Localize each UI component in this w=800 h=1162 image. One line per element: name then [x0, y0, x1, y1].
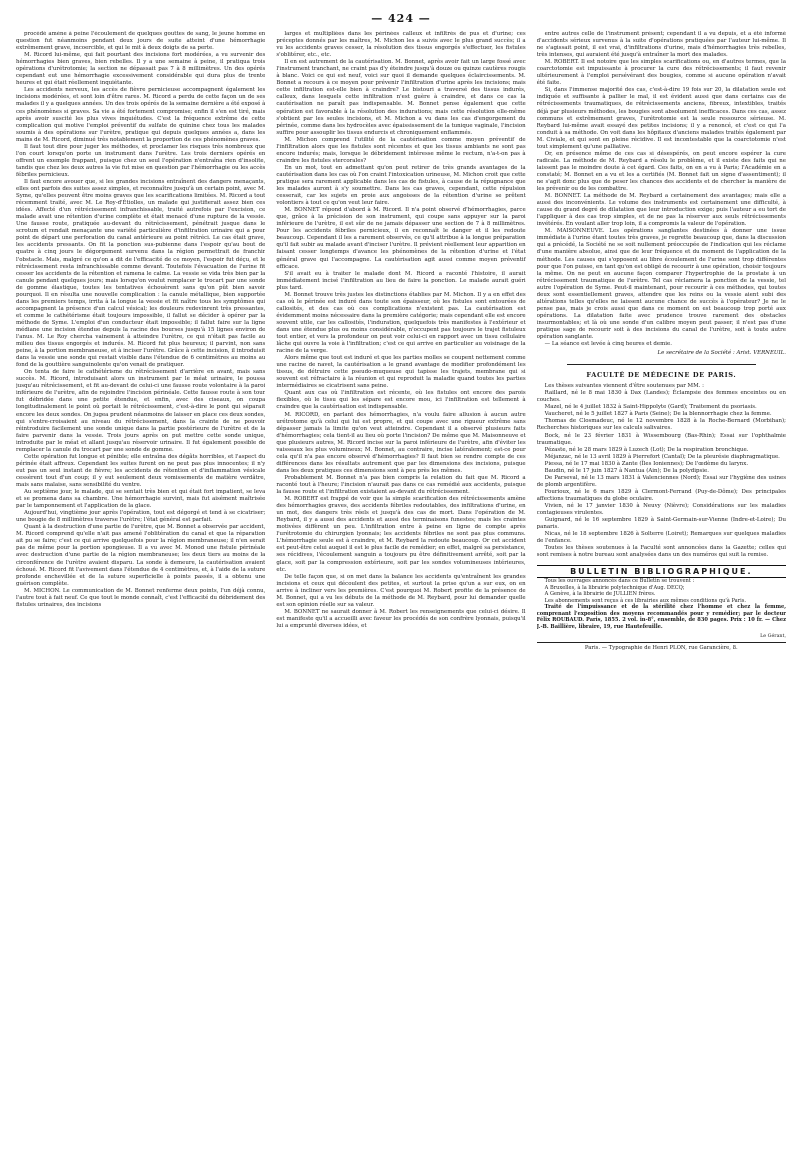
paragraph: M. Bonnet trouve très justes les distinctions établies par M. Michon. Il y a en effet des cas où le périnée est induré dans toute son épaisseur, où les fistules sont entourées de callosités, et des cas où ces complications n'existent pas. La cautérisation est évidemment moins nécessaire dans la première catégorie; mais cependant elle est encore souvent utile, car les callosités, l'induration, quelquefois très manifestes à l'extérieur et dans une étendue plus ou moins considérable, n'occupent pas toujours le trajet fistuleux tout entier, et vers la profondeur on peut voir celui-ci en rapport avec un tissu cellulaire lâche qui ouvre la voie à l'infiltration; c'est ce qui arrive en particulier au voisinage de la racine de la verge.: [276, 291, 526, 355]
thesis-entry: Guignard, né le 16 septembre 1829 à Saint-Germain-sur-Vienne (Indre-et-Loire); Du panaris.: [536, 517, 786, 531]
paragraph: S'il avait eu à traiter le malade dont M. Ricord a raconté l'histoire, il aurait immédiatement incisé l'infiltration au lieu de faire la ponction. Le malade aurait guéri plus tard.: [276, 270, 526, 291]
paragraph: Quant à la destruction d'une partie de l'urètre, que M. Bonnet a observée par accident, M. Ricord comprend qu'elle n'ait pas amené l'oblitération du canal et que la réparation ait pu se faire; c'est ce qui arrive quelquefois pour la région membraneuse; il n'en serait pas de même pour la portion spongieuse. Il a vu avec M. Monod une fistule périnéale avec destruction d'une partie de la région membraneuse; les deux tiers au moins de la circonférence de l'urètre avaient disparu. La sonde à demeure, la cautérisation avaient échoué. M. Ricord fit l'avivement dans l'étendue de 4 centimètres, et, à l'aide de la suture profonde enchevillée et de la suture superficielle à points passés, il a obtenu une guérison complète.: [16, 524, 266, 587]
thesis-entry: Bock, né le 23 février 1831 à Wissembourg (Bas-Rhin); Essai sur l'ophthalmie traumatique.: [536, 432, 786, 446]
paragraph: M. BONNET répond d'abord à M. Ricord. Il n'a point observé d'hémorrhagies, parce que, grâce à la précision de son instrument, qui coupe sans appuyer sur la paroi inférieure de l'urètre, il est sûr de ne jamais dépasser une section de 7 à 8 millimètres. Pour les accidents fébriles pernicieux, il en reconnaît le danger et il les redoute beaucoup. Cependant il les a rarement observés, ce qu'il attribue à la longue préparation qu'il fait subir au malade avant d'inciser l'urètre. Il prévient réellement leur apparition en faisant cesser longtemps d'avance les phénomènes de la rétention d'urine et l'état général grave qui l'accompagne. La cautérisation agit aussi comme moyen préventif efficace.: [276, 207, 526, 270]
paragraph: Alors même que tout est induré et que les parties molles se coupent nettement comme une racine de navet, la cautérisation a le grand avantage de modifier profondément les tissus, de détruire cette pseudo-muqueuse qui tapisse les trajets, membrane qui si souvent est réfractaire à la réunion et qui reproduit la maladie quand toutes les parties intermédiaires se cicatrisent sans peine.: [276, 355, 526, 390]
left-column: [16, 31, 265, 1159]
paragraph: Il faut encore avouer que, si les grandes incisions entraînent des dangers menaçants, elles ont parfois des suites assez simples, et reconnaître jusqu'à un certain point, avec M. Syme, qu'elles peuvent être moins graves que les scarifications limitées. M. Ricord a tout récemment traité, avec M. Le Roy-d'Étiolles, un malade qui justifierait assez bien ces idées. Affecté d'un rétrécissement infranchissable, traité autrefois par l'excision, ce malade avait une rétention d'urine complète et était menacé d'une rupture de la vessie. Une fausse route, pratiquée au-devant du rétrécissement, pénétrait jusque dans le scrotum et rendait menaçante une variété particulière d'infiltration urinaire qui a pour point de départ une perforation du canal antérieure au point rétréci. Le cas était grave, les accidents pressants. On fit la ponction sus-pubienne dans l'espoir qu'au bout de quatre à cinq jours le dégorgement survenu dans la région permettrait de franchir l'obstacle. Mais, malgré ce qu'on a dit de l'efficacité de ce moyen, l'espoir fut déçu, et le rétrécissement resta infranchissable comme devant. Toutefois l'évacuation de l'urine fit cesser les accidents de la rétention et ramena le calme. La vessie se vida très bien par la canule pendant quelques jours; mais lorsqu'on voulut remplacer le trocart par une sonde de gomme élastique, toutes les tentatives échouèrent sans qu'on pût bien savoir pourquoi. Il en résulta une nouvelle complication : la canule métallique, bien supportée dans les premiers temps, irrita à la longue la vessie et fit naître tous les symptômes qui accompagnent la présence d'un calcul vésical; les douleurs redevinrent très pressantes, et comme le cathétérisme était toujours impossible, il fallut se décider à opérer par la méthode de Syme. L'emploi d'un conducteur était impossible; il fallut faire sur la ligne médiane une incision étendue depuis la racine des bourses jusqu'à 15 lignes environ de l'anus. M. Le Roy chercha vainement à atteindre l'urètre, ce qui n'était pas facile au milieu des tissus engorgés et indurés. M. Ricord fut plus heureux; il parvint, non sans peine, à la portion membraneuse, et à inciser l'urètre. Grâce à cette incision, il introduisit dans la vessie une sonde qui restait visible dans l'étendue de 6 centimètres au moins au fond de la gouttière sanguinolente qu'on venait de pratiquer.: [16, 178, 266, 369]
paragraph: Aujourd'hui, vingtième jour après l'opération, tout est dégorgé et tend à se cicatriser; une bougie de 8 millimètres traverse l'urètre; l'état général est parfait.: [16, 510, 266, 524]
paragraph: Si, dans l'immense majorité des cas, c'est-à-dire 19 fois sur 20, la dilatation seule est indiquée et suffisante à pallier le mal, il est évident aussi que dans certains cas de rétrécissements traumatiques, de rétrécissements anciens, fibreux, intextibles, traités déjà par plusieurs méthodes, les bougies sont absolument inefficaces. Dans ces cas, assez communs et extrêmement graves, l'urétrotomie est la seule ressource sérieuse. M. Reybard lui-même avait essayé des petites incisions; il y a renoncé, et c'est ce qui l'a conduit à sa méthode. On voit dans les hôpitaux d'anciens malades traités également par M. Civiale, et qui sont en pleine récidive. Il est incontestable que la coarctotomie n'est tout simplement qu'une palliative.: [536, 87, 786, 150]
paragraph: — La séance est levée à cinq heures et demie.: [544, 341, 672, 348]
session-report: [537, 31, 786, 348]
columns: [16, 31, 786, 1159]
paragraph: M. MAISONNEUVE. Les opérations sanglantes destinées à donner une issue immédiate à l'urine étant toutes très graves, je regrette beaucoup que, dans la discussion qui a précédé, la Société ne se soit nullement préoccupée de l'indication qui les réclame d'une manière absolue, ainsi que de leur fréquence et du moment de l'application de la méthode. Les causes qui s'opposent au libre écoulement de l'urine sont trop différentes pour que l'on puisse, en tant qu'on est obligé de recourir à une opération, choisir toujours la même. On ne peut en aucune façon comparer l'hypertrophie de la prostate à un rétrécissement traumatique de l'urètre. Tel cas réclamera la ponction de la vessie, tel autre l'opération de Syme. Peut-il maintenant, pour recourir à ces méthodes, qui toutes deux sont essentiellement graves, attendre que les reins ou la vessie aient subi des altérations telles qu'elles ne laissent aucune chance de succès à l'opérateur? Je ne le pense pas, mais je crois aussi que dans ce moment on est beaucoup trop porté aux opérations. La dilatation faite avec prudence trouve rarement des obstacles insurmontables; et là où une sonde d'un calibre moyen peut passer, il n'est pas d'une pratique sage de recourir soit à des incisions du canal de l'urètre, soit à toute autre opération sanglante.: [536, 228, 786, 341]
bulletin-notice-line: A Bruxelles, à la librairie polytechnique d'Aug. DECQ;: [544, 584, 685, 591]
bulletin-notice-line: Tous les ouvrages annoncés dans ce Bulletin se trouvent :: [544, 578, 695, 585]
bulletin-notice-line: Les abonnements sont reçus à ces librairies aux mêmes conditions qu'à Paris.: [544, 597, 746, 604]
paragraph: entre autres celle de l'instrument présent; cependant il a vu depuis, et a été informé d'accidents sérieux survenus à la suite d'opérations pratiquées par l'auteur lui-même. Il ne s'agissait point, il est vrai, d'infiltrations d'urine, mais d'hémorrhagies très rebelles, très intenses, qui auraient été jusqu'à entraîner la mort des malades.: [536, 31, 786, 59]
manager-line: Le Gérant,: [760, 634, 786, 640]
divider: [567, 364, 756, 365]
paragraph: Il faut tout dire pour juger les méthodes, et proclamer les risques très nombreux que l'on court lorsqu'on porte un instrument dans l'urètre. Les trois derniers opérés en offrent un exemple frappant, puisque chez un seul l'opération n'entraîna rien d'insolite, tandis que chez les deux autres la vie fut mise en question par l'hémorrhagie ou les accès fébriles pernicieux.: [16, 143, 266, 178]
thesis-entry: Thomas de Closmadeuc, né le 12 novembre 1828 à la Roche-Bernard (Morbihan); Recherches historiques sur les calculs salivaires.: [536, 418, 786, 432]
page-number: — 424 —: [371, 12, 431, 25]
thesis-entry: Piessa, né le 17 mai 1830 à Zante (Îles Ioniennes); De l'œdème du larynx.: [544, 460, 749, 467]
paragraph: M. Michon comprend l'utilité de la cautérisation comme moyen préventif de l'infiltration alors que les fistules sont récentes et que les tissus ambiants ne sont pas encore indurés; mais, lorsque le débridement intéresse même le rectum, n'a-t-on pas à craindre les fistules stercorales?: [276, 136, 526, 164]
thesis-entry: Mazel, né le 4 juillet 1832 à Saint-Hippolyte (Gard); Traitement du psoriasis.: [544, 404, 757, 411]
paragraph: M. ROBERT est frappé de voir que la simple scarification des rétrécissements amène des hémorrhagies graves, des accidents fébriles redoutables, des infiltrations d'urine, en un mot, des dangers très réels et jusqu'à des cas de mort. Dans l'opération de M. Reybard, il y a aussi des accidents et aussi des terminaisons funestes; mais les craintes motivées diffèrent un peu. L'infiltration entre à peine en ligne de compte après l'urétrotomie du chirurgien lyonnais; les accidents fébriles ne sont pas plus communs. L'hémorrhagie seule est à craindre, et M. Reybard la redoute beaucoup. Or cet accident est peut-être celui auquel il est le plus facile de remédier; en effet, malgré sa persistance, ses récidives, l'écoulement sanguin a toujours pu être définitivement arrêté, soit par la glace, soit par la compression extérieure, soit par les sondes volumineuses intérieures, etc.: [276, 496, 526, 573]
paragraph: M. ROBERT. Il est notoire que les simples scarifications ou, en d'autres termes, que la coarctotomie est impuissante à procurer la cure des rétrécissements; il faut revenir ultérieurement à l'emploi persévérant des bougies, comme si aucune opération n'avait été faite.: [536, 59, 786, 87]
paragraph: Il en est autrement de la cautérisation. M. Bonnet, après avoir fait un large fossé avec l'instrument tranchant, ne craint pas d'y éteindre jusqu'à douze ou quinze cautères rougis à blanc. Voici ce qui est neuf, voici sur quoi il demande quelques éclaircissements. M. Bonnet a recours à ce moyen pour prévenir l'infiltration d'urine après les incisions; mais cette infiltration est-elle bien à craindre? Le bistouri a traversé des tissus indurés, calleux, dans lesquels cette infiltration n'est guère à craindre, et dans ce cas la cautérisation ne paraît pas indispensable. M. Bonnet pense également que cette opération est favorable à la résolution des indurations; mais cette résolution elle-même s'obtient par les seules incisions, et M. Michon a vu dans les cas d'engorgement du périnée, comme dans les hydrocèles avec épaississement de la tunique vaginale, l'incision suffire pour assouplir les tissus endurcis et chroniquement enflammés.: [276, 59, 526, 136]
thesis-entry: Baudin, né le 17 juin 1827 à Nantua (Ain); De la polydipsie.: [544, 467, 709, 474]
paragraph: Au septième jour, le malade, qui se sentait très bien et qui était fort impatient, se leva et se promena dans sa chambre. Une hémorrhagie survint, mais fut aisément maîtrisée par le tamponnement et l'application de la glace.: [16, 489, 266, 510]
thesis-entry: Nicas, né le 18 septembre 1826 à Solterre (Loiret); Remarques sur quelques maladies de l'enfance.: [536, 531, 786, 545]
thesis-entry: Méjanzac, né le 13 avril 1829 à Pierrefort (Cantal); De la pleurésie diaphragmatique.: [544, 453, 780, 460]
faculty-title: FACULTÉ DE MÉDECINE DE PARIS.: [586, 371, 737, 380]
bulletin-title: BULLETIN BIBLIOGRAPHIQUE.: [537, 565, 786, 578]
right-column: [537, 31, 786, 1159]
paragraph: On tenta de faire le cathétérisme du rétrécissement d'arrière en avant, mais sans succès. M. Ricord, introduisant alors un instrument par le méat urinaire, le poussa jusqu'au rétrécissement, et fit au-devant de celui-ci une fausse route volontaire à la paroi inférieure de l'urètre, afin de rejoindre l'incision périnéale. Cette fausse route à son tour fut débridée dans une petite étendue, et enfin, avec des ciseaux, on coupa longitudinalement le point où portait le rétrécissement, c'est-à-dire le pont qui séparait encore les deux sondes. On jugea prudent néanmoins de laisser en place ces deux sondes, qui s'entre-croisaient au niveau du rétrécissement, dans la crainte de ne pouvoir réintroduire facilement une sonde unique dans la partie postérieure de l'urètre et de la faire parvenir dans la vessie. Trois jours après on put mettre cette sonde unique, introduite par le méat et allant jusqu'au réservoir urinaire. Il fut également possible de remplacer la canule du trocart par une sonde de gomme.: [16, 369, 266, 453]
bulletin-ad: Traité de l'impuissance et de la stérilité chez l'homme et chez la femme, comprenant l'exposition des moyens recommandés pour y remédier; par le docteur Félix ROUBAUD. Paris, 1855. 2 vol. in-8°, ensemble, de 830 pages. Prix : 10 fr. — Chez J.-B. Baillière, libraire, 19, rue Hautefeuille.: [536, 604, 786, 630]
paragraph: Probablement M. Bonnet n'a pas bien compris la relation du fait que M. Ricord a raconté tout à l'heure; l'incision n'aurait pas dans ce cas remédié aux accidents, puisque la fausse route et l'infiltration existaient au-devant du rétrécissement.: [276, 474, 526, 496]
paragraph: M. BONNET ne saurait donner à M. Robert les renseignements que celui-ci désire. Il est manifeste qu'il a accueilli avec faveur les procédés de son confrère lyonnais, puisqu'il lui a emprunté diverses idées, et: [276, 608, 526, 629]
bulletin-notice-line: A Genève, à la librairie de JULLIEN frères.: [544, 591, 656, 598]
paragraph: Or, en présence même de ces cas si désespérés, on peut encore espérer la cure radicale. La méthode de M. Reybard a résolu le problème, et il existe des faits qui ne laissent pas le moindre doute à cet égard. Ces faits, on en a vu à Paris; l'Académie en a constaté; M. Bonnet en a vu et les a certifiés (M. Bonnet fait un signe d'assentiment); il ne s'agit donc plus que de peser les chances des accidents et de chercher la manière de les prévenir ou de les combattre.: [536, 150, 786, 193]
paragraph: M. RICORD, en parlant des hémorrhagies, n'a voulu faire allusion à aucun autre urétrotome qu'à celui qui lui est propre, et qui coupe avec une rigueur extrême sans dépasser jamais la limite qu'on veut atteindre. Cependant il a observé plusieurs faits d'hémorrhagies; cela tient-il au lieu où porte l'incision? De même que M. Maisonneuve et que plusieurs autres, M. Ricord incise sur la paroi inférieure de l'urètre, afin d'éviter les vaisseaux les plus volumineux; M. Bonnet, au contraire, incise latéralement; est-ce pour cela qu'il n'a pas encore observé d'hémorrhagies? Il faut bien se rendre compte de ces différences dans les résultats autrement que par les dimensions des incisions, puisque dans les deux pratiques ces dimensions sont à peu près les mêmes.: [276, 411, 526, 474]
thesis-entry: Raillard, né le 8 mai 1830 à Dax (Landes); Éclampsie des femmes enceintes ou en couches.: [536, 390, 786, 404]
secretary-signature: Le secrétaire de la Société : Arist. VERNEUIL.: [657, 350, 786, 357]
thesis-entry: Toutes les thèses soutenues à la Faculté sont annoncées dans la Gazette; celles qui sont remises à notre bureau sont analysées dans un des numéros qui suit la remise.: [536, 545, 786, 559]
thesis-entry: Les thèses suivantes viennent d'être soutenues par MM. :: [544, 383, 704, 390]
printer-line: Paris. — Typographie de Henri PLON, rue Garancière, 8.: [537, 642, 786, 652]
middle-column: [276, 31, 525, 1159]
paragraph: M. BONNET. La méthode de M. Reybard a certainement des avantages; mais elle a aussi des inconvénients. Le volume des instruments est certainement une difficulté, à cause du grand degré de dilatation que leur introduction exige; puis l'auteur a eu tort de l'appliquer à des cas trop simples, et de ne pas la réserver aux seuls rétrécissements invétérés. En voulant aller trop loin, il a compromis la valeur de l'opération.: [536, 193, 786, 228]
thesis-entry: Pézaste, né le 28 mars 1829 à Luzech (Lot); De la respiration bronchique.: [544, 446, 749, 453]
paragraph: larges et multipliées dans les périnées calleux et infiltrés de pus et d'urine; ces préceptes donnés par les maîtres, M. Michon les a suivis avec le plus grand succès; il a vu les accidents graves cesser, la résolution des tissus engorgés s'effectuer, les fistules s'oblitérer, etc., etc.: [276, 31, 526, 59]
bulletin-notice: [537, 578, 786, 604]
theses-list: [537, 383, 786, 559]
thesis-entry: Vaucheret, né le 5 juillet 1827 à Paris (Seine); De la blennorrhagie chez la femme.: [544, 411, 772, 418]
paragraph: Cette opération fut longue et pénible; elle entraîna des dégâts horribles, et l'aspect du périnée était affreux. Cependant les suites furent on ne peut pas plus innocentes; il n'y eut pas un seul instant de fièvre; les accidents de rétention et d'inflammation vésicale cessèrent tout d'un coup; il y eut seulement deux vomissements de matière verdâtre, mais sans malaise, sans sensibilité du ventre.: [16, 453, 266, 488]
paragraph: M. MICHON. Le communication de M. Bonnet renferme deux points, l'un déjà connu, l'autre tout à fait neuf. Ce que tout le monde connaît, c'est l'efficacité du débridement des fistules urinaires, des incisions: [16, 587, 266, 608]
paragraph: Les accidents nerveux, les accès de fièvre pernicieuse accompagnent également les incisions modérées, et sont loin d'être rares. M. Ricord a perdu de cette façon un de ses malades il y a quelques années. Un des trois opérés de la semaine dernière a été exposé à ces phénomènes si graves. Sa vie a été fortement compromise; enfin il s'en est tiré, mais après avoir suscité les plus vives inquiétudes. C'est la fréquence extrême de cette complication qui motive l'emploi préventif du sulfate de quinine chez tous les malades soumis à des opérations sur l'urètre, pratique qui depuis quelques années a, dans les mains de M. Ricord, diminué très notablement la proportion de ces phénomènes graves.: [16, 87, 266, 143]
paragraph: De telle façon que, si on met dans la balance les accidents qu'entraînent les grandes incisions et ceux qui découlent des petites, et surtout la prise qu'un a sur eux, on en arrive à incliner vers les premières. C'est pourquoi M. Robert profite de la présence de M. Bonnet, qui a vu les débuts de la méthode de M. Reybard, pour lui demander quelle est son opinion réelle sur sa valeur.: [276, 573, 526, 608]
bulletin-ad-wrap: [537, 604, 786, 630]
thesis-entry: De Parseval, né le 13 mars 1831 à Valenciennes (Nord); Essai sur l'hygiène des usines de plomb argentifère.: [536, 474, 786, 488]
paragraph: M. Ricord lui-même, qui fait pourtant des incisions fort modérées, a vu survenir des hémorrhagies bien graves, bien rebelles. Il y a une semaine à peine, il pratiqua trois opérations d'urétrotomie; la section ne dépassait pas 7 à 8 millimètres. Un des opérés cependant eut une hémorrhagie excessivement considérable qui dura plus de trente heures et qui était réellement inquiétante.: [16, 52, 266, 87]
thesis-entry: Fourioux, né le 6 mars 1829 à Clermont-Ferrand (Puy-de-Dôme); Des principales affections traumatiques du globe oculaire.: [536, 488, 786, 502]
paragraph: Quant aux cas où l'infiltration est récente, où les fistules ont encore des parois flexibles, où le tissu qui les sépare est encore mou, ici l'infiltration est tellement à craindre que la cautérisation est indispensable.: [276, 390, 526, 411]
thesis-entry: Vivien, né le 17 janvier 1830 à Neuvy (Nièvre); Considérations sur les maladies contagieuses virulentes.: [536, 503, 786, 517]
paragraph: procédé amène à peine l'écoulement de quelques gouttes de sang, le jeune homme en question fut néanmoins pendant deux jours de suite atteint d'une hémorrhagie extrêmement grave, incoercible, et qui le mit à deux doigts de sa perte.: [16, 31, 266, 52]
paragraph: En un mot, tout en admettant qu'on peut retirer de très grands avantages de la cautérisation dans les cas où l'on craint l'intoxication urineuse, M. Michon croit que cette pratique sera rarement applicable dans les cas de fistules, à cause de la répugnance que les malades auront à s'y soumettre. Dans les cas graves, cependant, cette répulsion cesserait, car les sujets en proie aux angoisses de la rétention d'urine se prêtent volontiers à tout ce qu'on veut leur faire.: [276, 164, 526, 207]
